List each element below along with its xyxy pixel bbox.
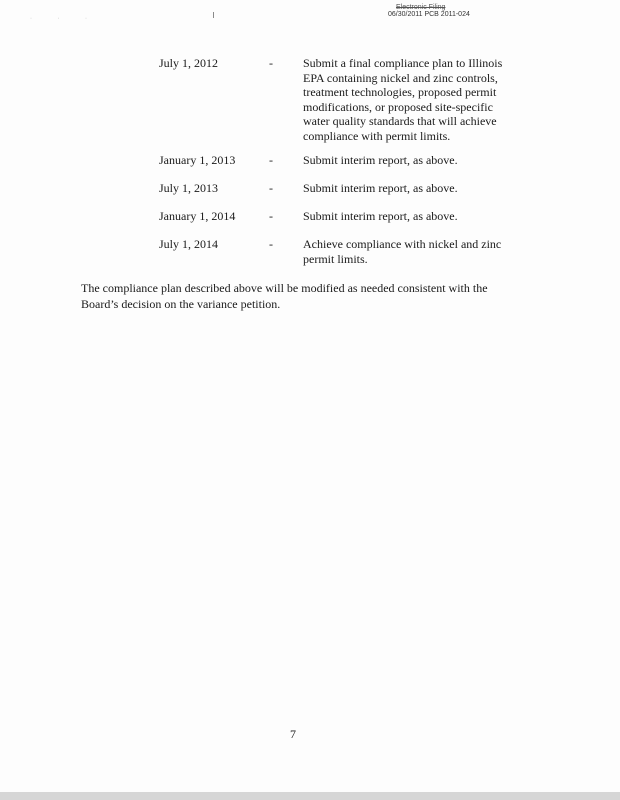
page-number: 7	[290, 727, 296, 741]
schedule-date-1: July 1, 2012	[159, 56, 219, 70]
schedule-separator-2: -	[269, 153, 273, 167]
schedule-description-4	[303, 209, 525, 224]
schedule-separator-1: -	[269, 56, 273, 70]
description-line: compliance with permit limits.	[303, 128, 451, 143]
filing-stamp-line1: Electronic Filing	[396, 4, 446, 11]
description-line: modifications, or proposed site-specific	[303, 99, 493, 114]
schedule-date-2: January 1, 2013	[159, 153, 236, 167]
description-line: treatment technologies, proposed permit	[303, 85, 497, 99]
description-line: permit limits.	[303, 251, 368, 266]
description-line: Submit interim report, as above.	[303, 209, 458, 223]
description-line: Submit a final compliance plan to Illinois	[303, 56, 503, 70]
paragraph-line: The compliance plan described above will be modified as needed consistent with the	[81, 281, 488, 295]
filing-stamp	[388, 4, 470, 18]
description-line: water quality standards that will achieve	[303, 114, 497, 128]
description-line: Submit interim report, as above.	[303, 181, 458, 195]
schedule-description-3	[303, 181, 525, 196]
schedule-separator-4: -	[269, 209, 273, 223]
schedule-separator-5: -	[269, 237, 273, 251]
description-line: EPA containing nickel and zinc controls,	[303, 70, 498, 85]
filing-stamp-line2: 06/30/2011 PCB 2011-024	[388, 11, 470, 18]
scan-specks: · · ·	[30, 16, 99, 22]
paragraph-line: Board’s decision on the variance petition.	[81, 296, 281, 311]
schedule-date-3: July 1, 2013	[159, 181, 219, 195]
scan-mark	[213, 12, 214, 18]
schedule-separator-3: -	[269, 181, 273, 195]
description-line: Submit interim report, as above.	[303, 153, 458, 167]
closing-paragraph	[81, 281, 531, 312]
schedule-description-5	[303, 237, 525, 266]
schedule-description-2	[303, 153, 525, 168]
scan-bottom-edge	[0, 792, 620, 800]
description-line: Achieve compliance with nickel and zinc	[303, 237, 502, 251]
schedule-date-4: January 1, 2014	[159, 209, 236, 223]
schedule-date-5: July 1, 2014	[159, 237, 219, 251]
schedule-description-1	[303, 56, 525, 143]
